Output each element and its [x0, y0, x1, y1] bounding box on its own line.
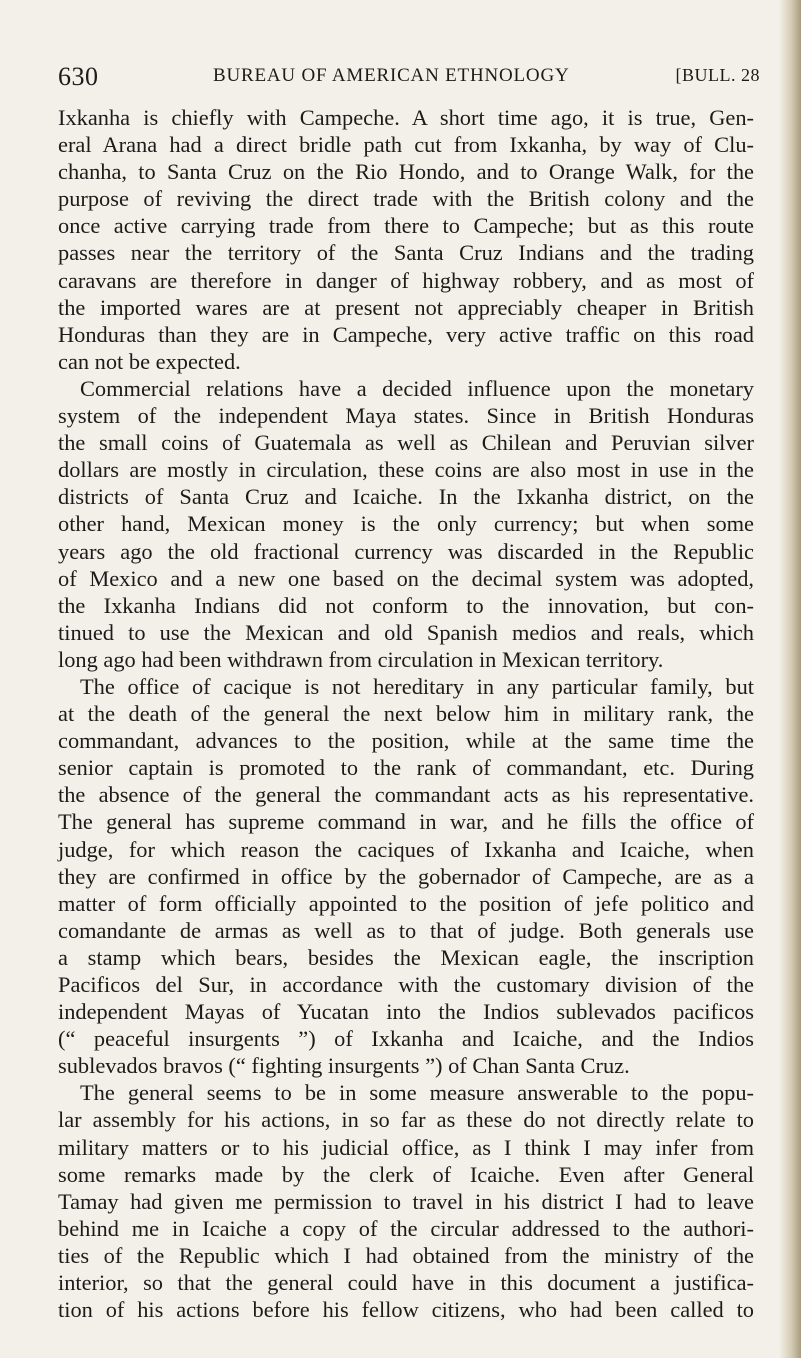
text-line: at the death of the general the next below him in military rank, the — [58, 701, 754, 727]
text-line: once active carrying trade from there to Campeche; but as this route — [58, 213, 754, 239]
text-line: Commercial relations have a decided influence upon the monetary — [80, 375, 754, 401]
text-line: other hand, Mexican money is the only currency; but when some — [58, 511, 754, 537]
text-line: interior, so that the general could have in this document a justifica- — [58, 1270, 754, 1296]
text-line: The office of cacique is not hereditary in any particular family, but — [80, 673, 754, 699]
page-edge-shadow — [779, 0, 801, 1358]
text-line: years ago the old fractional currency was discarded in the Republic — [58, 538, 754, 564]
text-line: matter of form officially appointed to the position of jefe politico and — [58, 890, 754, 916]
text-line: behind me in Icaiche a copy of the circular addressed to the authori- — [58, 1215, 754, 1241]
text-line: system of the independent Maya states. Since in British Honduras — [58, 403, 754, 429]
text-line: passes near the territory of the Santa Cruz Indians and the trading — [58, 240, 754, 266]
text-line: military matters or to his judicial office, as I think I may infer from — [58, 1134, 754, 1160]
text-line: the Ixkanha Indians did not conform to the innovation, but con- — [58, 592, 754, 618]
text-line: caravans are therefore in danger of highway robbery, and as most of — [58, 267, 754, 293]
text-line: lar assembly for his actions, in so far as these do not directly relate to — [58, 1107, 754, 1133]
text-line: a stamp which bears, besides the Mexican eagle, the inscription — [58, 944, 754, 970]
text-line: long ago had been withdrawn from circulation in Mexican territory. — [58, 646, 664, 672]
text-line: judge, for which reason the caciques of Ixkanha and Icaiche, when — [58, 836, 754, 862]
text-line: the absence of the general the commandant acts as his representative. — [58, 782, 754, 808]
journal-title: BUREAU OF AMERICAN ETHNOLOGY — [213, 65, 570, 86]
text-line: The general seems to be in some measure answerable to the popu- — [80, 1080, 754, 1106]
text-line: the small coins of Guatemala as well as Chilean and Peruvian silver — [58, 430, 754, 456]
text-line: tinued to use the Mexican and old Spanish medios and reals, which — [58, 619, 754, 645]
text-line: senior captain is promoted to the rank of commandant, etc. During — [58, 755, 754, 781]
text-line: Tamay had given me permission to travel in his district I had to leave — [58, 1188, 754, 1214]
bulletin-reference: [BULL. 28 — [675, 65, 760, 85]
text-line: dollars are mostly in circulation, these coins are also most in use in the — [58, 457, 754, 483]
text-line: sublevados bravos (“ fighting insurgents ”) of Chan Santa Cruz. — [58, 1053, 630, 1079]
text-line: chanha, to Santa Cruz on the Rio Hondo, and to Orange Walk, for the — [58, 159, 754, 185]
running-head — [58, 62, 758, 92]
text-line: Pacificos del Sur, in accordance with the customary division of the — [58, 972, 754, 997]
text-line: independent Mayas of Yucatan into the Indios sublevados pacificos — [58, 999, 754, 1025]
text-line: commandant, advances to the position, while at the same time the — [58, 728, 754, 754]
text-line: (“ peaceful insurgents ”) of Ixkanha and Icaiche, and the Indios — [58, 1026, 754, 1052]
text-line: some remarks made by the clerk of Icaiche. Even after General — [58, 1161, 754, 1187]
text-line: districts of Santa Cruz and Icaiche. In the Ixkanha district, on the — [58, 484, 754, 510]
text-line: can not be expected. — [58, 348, 241, 374]
text-line: the imported wares are at present not appreciably cheaper in British — [58, 294, 754, 320]
text-line: of Mexico and a new one based on the decimal system was adopted, — [58, 565, 754, 591]
text-line: eral Arana had a direct bridle path cut from Ixkanha, by way of Clu- — [58, 132, 754, 158]
text-line: tion of his actions before his fellow citizens, who had been called to — [58, 1297, 754, 1323]
text-line: they are confirmed in office by the gobernador of Campeche, are as a — [58, 863, 754, 889]
body-text — [58, 104, 754, 1323]
text-line: Honduras than they are in Campeche, very active traffic on this road — [58, 321, 754, 347]
page-number: 630 — [58, 62, 99, 91]
text-line: purpose of reviving the direct trade with the British colony and the — [58, 186, 754, 212]
text-line: Ixkanha is chiefly with Campeche. A short time ago, it is true, Gen- — [58, 105, 754, 130]
text-line: The general has supreme command in war, and he fills the office of — [58, 809, 754, 835]
text-line: comandante de armas as well as to that of judge. Both generals use — [58, 917, 754, 943]
text-line: ties of the Republic which I had obtained from the ministry of the — [58, 1242, 754, 1268]
